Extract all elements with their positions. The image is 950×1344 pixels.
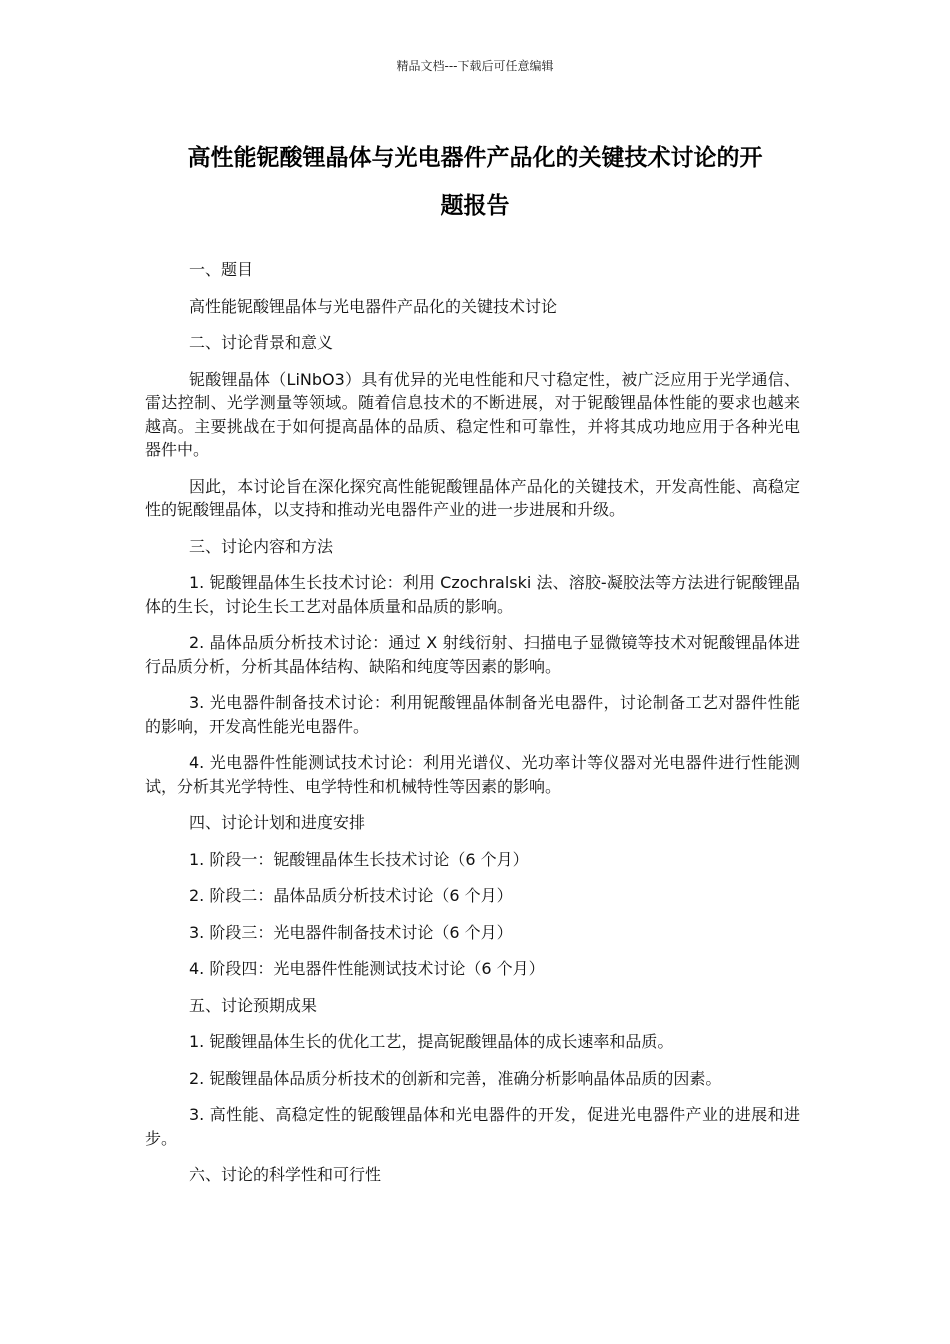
method-item: 4. 光电器件性能测试技术讨论：利用光谱仪、光功率计等仪器对光电器件进行性能测试，分析其光学特性、电学特性和机械特性等因素的影响。 [145,753,800,796]
section-heading-feasibility: 六、讨论的科学性和可行性 [189,1165,382,1184]
section-heading-topic: 一、题目 [189,260,254,279]
document-title [145,134,805,230]
header-note: 精品文档---下载后可任意编辑 [396,59,554,73]
schedule-item: 2. 阶段二：晶体品质分析技术讨论（6 个月） [189,886,513,905]
schedule-item: 4. 阶段四：光电器件性能测试技术讨论（6 个月） [189,959,545,978]
result-item: 2. 铌酸锂晶体品质分析技术的创新和完善，准确分析影响晶体品质的因素。 [189,1068,722,1088]
method-item: 2. 晶体品质分析技术讨论：通过 X 射线衍射、扫描电子显微镜等技术对铌酸锂晶体进行品质分析，分析其晶体结构、缺陷和纯度等因素的影响。 [145,633,800,676]
section-heading-expected-results: 五、讨论预期成果 [189,995,318,1015]
document-body [145,258,800,1200]
result-item: 1. 铌酸锂晶体生长的优化工艺，提高铌酸锂晶体的成长速率和品质。 [189,1032,674,1051]
title-line-2: 题报告 [440,193,510,219]
background-paragraph: 铌酸锂晶体（LiNbO3）具有优异的光电性能和尺寸稳定性，被广泛应用于光学通信、雷达控制、光学测量等领域。随着信息技术的不断进展，对于铌酸锂晶体性能的要求也越来越高。主要挑战在于如何提高晶体的品质、稳定性和可靠性，并将其成功地应用于各种光电器件中。 [145,369,800,459]
schedule-item: 1. 阶段一：铌酸锂晶体生长技术讨论（6 个月） [189,849,529,869]
method-item: 1. 铌酸锂晶体生长技术讨论：利用 Czochralski 法、溶胶-凝胶法等方法进行铌酸锂晶体的生长，讨论生长工艺对晶体质量和品质的影响。 [145,573,800,616]
topic-text: 高性能铌酸锂晶体与光电器件产品化的关键技术讨论 [189,296,558,316]
section-heading-background: 二、讨论背景和意义 [189,333,334,352]
purpose-paragraph: 因此，本讨论旨在深化探究高性能铌酸锂晶体产品化的关键技术，开发高性能、高稳定性的铌酸锂晶体，以支持和推动光电器件产业的进一步进展和升级。 [145,476,800,519]
result-item: 3. 高性能、高稳定性的铌酸锂晶体和光电器件的开发，促进光电器件产业的进展和进步。 [145,1105,800,1148]
method-item: 3. 光电器件制备技术讨论：利用铌酸锂晶体制备光电器件，讨论制备工艺对器件性能的影响，开发高性能光电器件。 [145,693,800,736]
title-line-1: 高性能铌酸锂晶体与光电器件产品化的关键技术讨论的开 [187,145,763,171]
section-heading-schedule: 四、讨论计划和进度安排 [189,813,366,832]
section-heading-content-methods: 三、讨论内容和方法 [189,536,334,556]
schedule-item: 3. 阶段三：光电器件制备技术讨论（6 个月） [189,922,513,942]
